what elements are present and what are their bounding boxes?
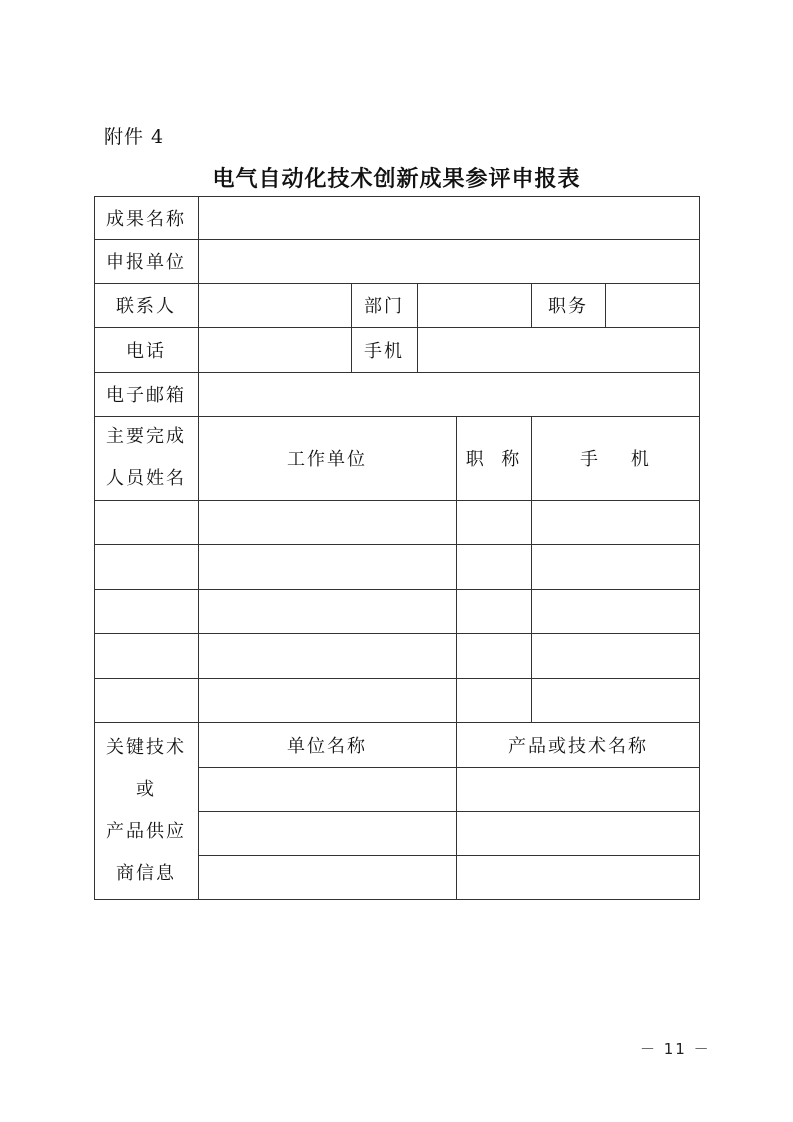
personnel-name-cell[interactable]: [94, 678, 198, 722]
phone-label: 电话: [126, 340, 166, 362]
phone-field[interactable]: [198, 327, 351, 372]
email-label: 电子邮箱: [106, 385, 186, 406]
personnel-mobile-cell[interactable]: [531, 678, 700, 722]
personnel-col-work-unit: 工作单位: [287, 449, 367, 470]
supplier-unit-cell[interactable]: [198, 855, 456, 899]
applicant-unit-label: 申报单位: [106, 252, 186, 273]
supplier-label-line: 产品供应: [106, 820, 186, 842]
personnel-unit-cell[interactable]: [198, 500, 456, 544]
applicant-unit-field[interactable]: [198, 239, 700, 283]
position-field[interactable]: [605, 283, 700, 327]
supplier-unit-cell[interactable]: [198, 811, 456, 855]
personnel-mobile-cell[interactable]: [531, 500, 700, 544]
personnel-label-line: 主要完成: [106, 426, 186, 447]
table-border-bottom: [94, 899, 700, 900]
personnel-name-cell[interactable]: [94, 633, 198, 678]
achievement-name-label: 成果名称: [106, 208, 186, 230]
personnel-title-cell[interactable]: [456, 678, 531, 722]
personnel-mobile-cell[interactable]: [531, 633, 700, 678]
personnel-col-title: 职 称: [465, 449, 522, 470]
supplier-product-cell[interactable]: [456, 767, 700, 811]
application-form-table: [94, 196, 700, 900]
personnel-unit-cell[interactable]: [198, 589, 456, 633]
personnel-label-line: 人员姓名: [106, 468, 186, 489]
supplier-label-line: 或: [136, 778, 156, 800]
supplier-unit-cell[interactable]: [198, 767, 456, 811]
personnel-title-cell[interactable]: [456, 500, 531, 544]
personnel-col-mobile: 手 机: [580, 449, 651, 470]
contact-person-label: 联系人: [116, 296, 176, 317]
achievement-name-field[interactable]: [198, 196, 700, 239]
attachment-label: 附件 4: [104, 126, 165, 148]
personnel-title-cell[interactable]: [456, 589, 531, 633]
personnel-name-cell[interactable]: [94, 500, 198, 544]
personnel-label: [94, 416, 198, 500]
mobile-field[interactable]: [417, 327, 700, 372]
supplier-col-unit-name: 单位名称: [287, 735, 367, 757]
personnel-title-cell[interactable]: [456, 633, 531, 678]
supplier-label: [94, 722, 198, 899]
mobile-label: 手机: [364, 340, 404, 362]
supplier-label-line: 关键技术: [106, 736, 186, 758]
contact-person-field[interactable]: [198, 283, 351, 327]
personnel-unit-cell[interactable]: [198, 678, 456, 722]
supplier-product-cell[interactable]: [456, 811, 700, 855]
personnel-name-cell[interactable]: [94, 544, 198, 589]
supplier-product-cell[interactable]: [456, 855, 700, 899]
position-label: 职务: [548, 296, 588, 317]
email-field[interactable]: [198, 372, 700, 416]
supplier-label-line: 商信息: [116, 862, 176, 884]
personnel-mobile-cell[interactable]: [531, 589, 700, 633]
page-number: － 11 －: [640, 1040, 711, 1058]
personnel-mobile-cell[interactable]: [531, 544, 700, 589]
supplier-col-product-name: 产品或技术名称: [508, 735, 648, 757]
personnel-unit-cell[interactable]: [198, 633, 456, 678]
personnel-name-cell[interactable]: [94, 589, 198, 633]
department-field[interactable]: [417, 283, 531, 327]
personnel-title-cell[interactable]: [456, 544, 531, 589]
personnel-unit-cell[interactable]: [198, 544, 456, 589]
form-title: 电气自动化技术创新成果参评申报表: [212, 166, 581, 192]
department-label: 部门: [364, 296, 404, 317]
